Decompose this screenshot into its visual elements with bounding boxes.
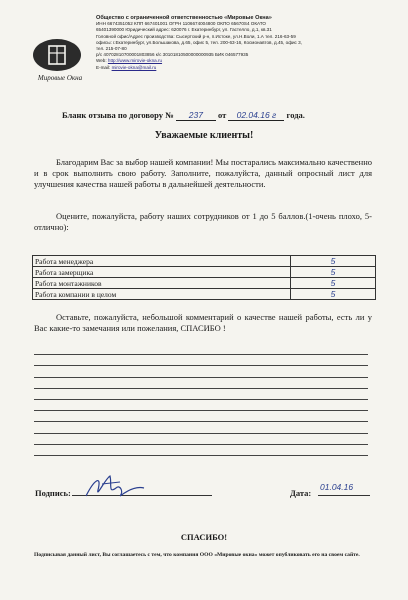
company-head-office: Головной офис/Адрес производства: Сысертский р-н, п.Истоке, ул.Н.Воли, 1.А тел. 216-63-59: [96, 33, 296, 39]
comment-line: [34, 400, 368, 411]
date-value: 01.04.16: [320, 482, 354, 492]
form-title: Бланк отзыва по договору № 237 от 02.04.16 г года.: [62, 110, 305, 120]
rating-score: 5: [291, 278, 376, 289]
rating-score: 5: [291, 289, 376, 300]
contract-date: 02.04.16 г: [228, 110, 284, 121]
greeting: Уважаемые клиенты!: [154, 130, 254, 141]
comment-line: [34, 422, 368, 433]
comment-line: [34, 344, 368, 355]
company-header: [96, 15, 396, 71]
table-row: [33, 289, 376, 300]
comment-line: [34, 366, 368, 377]
comment-line: [34, 378, 368, 389]
comment-instructions: Оставьте, пожалуйста, небольшой комментарий о качестве нашей работы, есть ли у Вас какие-то замечания или пожелания, СПАСИБО !: [34, 312, 372, 333]
signature-label: Подпись:: [35, 488, 71, 498]
rating-label: Работа компании в целом: [33, 289, 291, 300]
table-row: [33, 278, 376, 289]
company-legal-address: 65401390000 Юридический адрес: 620076 г. Екатеринбург, ул. Гастелло, д.1, кв.31: [96, 27, 272, 33]
company-email-row: E-mail: mirovie-okna@mail.ru: [96, 64, 157, 70]
comment-lines: [34, 344, 368, 456]
rating-table: [32, 255, 376, 300]
rating-label: Работа менеджера: [33, 256, 291, 267]
table-row: [33, 267, 376, 278]
footer-note: Подписывая данный лист, Вы соглашаетесь с тем, что компания ООО «Мировые окна» может опубликовать его на своем сайте.: [34, 552, 360, 558]
date-line: [318, 495, 370, 496]
company-phone: тел. 215-07-80: [96, 46, 127, 52]
company-web-link[interactable]: http://www.mirovie-okna.ru: [107, 58, 163, 64]
comment-line: [34, 445, 368, 456]
comment-line: [34, 411, 368, 422]
rating-score: 5: [291, 267, 376, 278]
contract-number: 237: [176, 110, 216, 121]
rating-label: Работа замерщика: [33, 267, 291, 278]
company-email-link[interactable]: mirovie-okna@mail.ru: [111, 64, 157, 70]
comment-line: [34, 389, 368, 400]
company-bank: р/с 40702810700001803856 к/с 30101810500000000935 БИК 046577935: [96, 52, 249, 58]
intro-paragraph: Благодарим Вас за выбор нашей компании! Мы постарались максимально качественно и в срок выполнить свою работу. Заполните, пожалуйста, данный опросный лист для улучшения качества нашей работы в дальнейшей деятельности.: [34, 157, 372, 189]
company-logo: [32, 38, 82, 72]
logo-text: Мировые Окна: [37, 74, 83, 82]
comment-line: [34, 434, 368, 445]
rating-label: Работа монтажников: [33, 278, 291, 289]
date-label: Дата:: [290, 488, 312, 498]
company-web-row: Web: http://www.mirovie-okna.ru: [96, 58, 163, 64]
table-row: [33, 256, 376, 267]
thanks-text: СПАСИБО!: [180, 532, 228, 542]
rating-score: 5: [291, 256, 376, 267]
company-name: Общество с ограниченной ответственностью «Мировые Окна»: [96, 15, 272, 21]
signature-scribble: [80, 470, 150, 502]
comment-line: [34, 355, 368, 366]
company-reg: ИНН 6674351052 КПП 667401001 ОГРН 1106674004800 ОКПО 65670S4 ОКАТО: [96, 21, 266, 27]
rating-instructions: Оцените, пожалуйста, работу наших сотрудников от 1 до 5 баллов.(1-очень плохо, 5-отлично):: [34, 211, 372, 232]
company-offices: офисы: г.Екатеринбург, ул.Большакова, д.65, офис 5, тел. 200-63-16, Космонавтов, д.45, офис 3,: [96, 39, 302, 45]
